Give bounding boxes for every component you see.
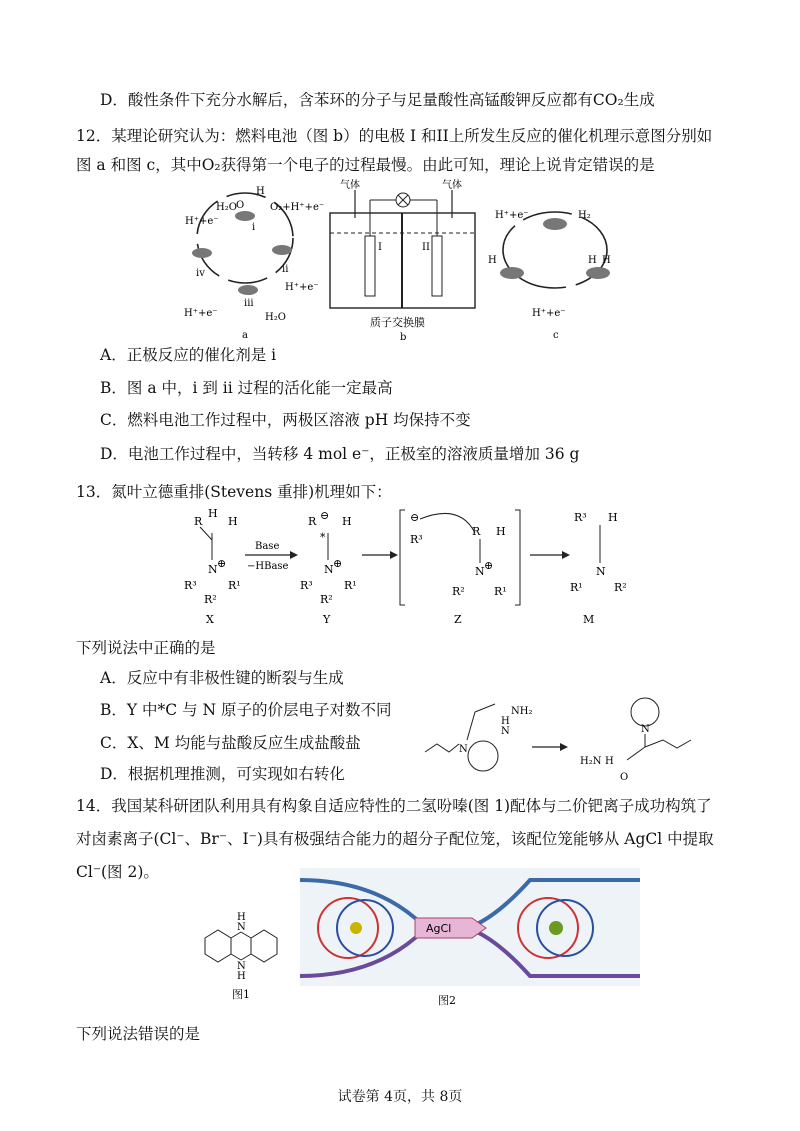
a-step-iv: iv [196, 268, 205, 279]
m-r3: R³ [574, 511, 587, 524]
electrode-1: I [378, 242, 382, 253]
x-h1: H [208, 507, 218, 520]
fig1-n-top: N [237, 922, 246, 933]
q12-option-b: B．图 a 中，i 到 ii 过程的活化能一定最高 [100, 379, 393, 397]
c-h-right2: H [602, 255, 611, 266]
c-h2: H₂ [578, 210, 591, 221]
cat-ii [272, 245, 292, 255]
y-r: R [308, 515, 317, 528]
label-b: b [400, 332, 407, 343]
fig-a-cycle [184, 186, 324, 341]
z-minus: ⊖ [410, 511, 420, 524]
q11-option-d: D．酸性条件下充分水解后，含苯环的分子与足量酸性高锰酸钾反应都有CO₂生成 [100, 91, 655, 109]
q12-option-a: A．正极反应的催化剂是 i [100, 346, 277, 364]
fig1-h-top: H [237, 912, 246, 923]
z-r1: R¹ [494, 585, 507, 598]
arrow-hbase: −HBase [247, 561, 289, 572]
a-step-i: i [252, 222, 256, 233]
c-h-left: H [488, 255, 497, 266]
mol-Y [300, 509, 357, 626]
t-n-left: N [459, 744, 468, 755]
q13-option-d: D．根据机理推测，可实现如右转化 [100, 765, 345, 783]
y-star: * [320, 531, 326, 544]
t-h-right: H [605, 756, 614, 767]
label-m: M [583, 613, 595, 626]
fig2-agcl: AgCl [426, 922, 452, 935]
a-he-right: H⁺+e⁻ [285, 282, 319, 293]
page-footer: 试卷第 4页，共 8页 [337, 1089, 463, 1105]
q14-stem-line1: 14．我国某科研团队利用具有构象自适应特性的二氢吩嗪(图 1)配体与二价钯离子成功构筑了 [76, 797, 712, 815]
q14-stem-line2: 对卤素离子(Cl⁻、Br⁻、I⁻)具有极强结合能力的超分子配位笼，该配位笼能够从 AgCl 中提取 [76, 830, 714, 848]
z-r2: R² [452, 585, 465, 598]
q12-stem-line1: 12．某理论研究认为：燃料电池（图 b）的电极 I 和II上所发生反应的催化机理示意图分别如 [76, 127, 713, 145]
x-r: R [194, 515, 203, 528]
t-h-left: H [501, 716, 510, 727]
a-o2: O₂+H⁺+e⁻ [270, 202, 325, 213]
y-plus: ⊕ [333, 557, 343, 570]
cat-i [235, 211, 255, 221]
q14-figure [190, 868, 640, 1008]
label-x: X [206, 613, 214, 626]
q13-option-c: C．X、M 均能与盐酸反应生成盐酸盐 [100, 734, 361, 752]
q13-option-b: B．Y 中*C 与 N 原子的价层电子对数不同 [100, 701, 392, 719]
label-z: Z [454, 613, 462, 626]
mol-M [570, 511, 627, 626]
c-cat-top [543, 218, 567, 230]
fig2-cage-extraction [300, 868, 640, 1007]
q12-option-d: D．电池工作过程中，当转移 4 mol e⁻，正极室的溶液质量增加 36 g [100, 445, 580, 463]
t-h2n: H₂N [580, 756, 602, 767]
m-h: H [608, 511, 618, 524]
t-nh2: NH₂ [511, 706, 533, 717]
q12-stem-line2: 图 a 和图 c，其中O₂获得第一个电子的过程最慢。由此可知，理论上说肯定错误的是 [76, 156, 655, 174]
x-h2: H [228, 515, 238, 528]
b-membrane-label: 质子交换膜 [370, 316, 425, 329]
z-r3: R³ [410, 533, 423, 546]
a-h2o-top: H₂O [216, 202, 237, 213]
q13-option-a: A．反应中有非极性键的断裂与生成 [100, 669, 344, 687]
a-step-iii: iii [244, 298, 254, 309]
a-h2o-bot: H₂O [265, 312, 286, 323]
t-n-left2: N [501, 726, 510, 737]
q13-stem: 13．氮叶立德重排(Stevens 重排)机理如下： [76, 483, 392, 501]
q12-figure [170, 178, 630, 344]
b-gas-left: 气体 [340, 180, 360, 191]
x-r3: R³ [184, 579, 197, 592]
q12-option-c: C．燃料电池工作过程中，两极区溶液 pH 均保持不变 [100, 411, 471, 429]
z-h: H [496, 525, 506, 538]
y-r2: R² [320, 593, 333, 606]
y-h: H [342, 515, 352, 528]
m-r1: R¹ [570, 581, 583, 594]
fig1-label: 图1 [232, 988, 250, 1001]
arrow-base: Base [255, 541, 280, 552]
fig1-dihydrophenazine [205, 912, 277, 1001]
y-n: N [324, 563, 334, 576]
fig2-label: 图2 [438, 994, 456, 1007]
fig1-h-bot: H [237, 971, 246, 982]
c-h-right1: H [588, 255, 597, 266]
a-h-top: H [256, 186, 265, 197]
q14-stem-line3: Cl⁻(图 2)。 [76, 863, 159, 881]
mol-Z [400, 510, 520, 626]
electrode-2: II [422, 242, 430, 253]
a-step-ii: ii [282, 264, 289, 275]
cat-iii [238, 285, 258, 295]
m-n: N [596, 565, 606, 578]
q14-question: 下列说法错误的是 [76, 1025, 201, 1043]
a-oh-top: O [236, 200, 245, 211]
z-plus: ⊕ [484, 559, 494, 572]
y-r3: R³ [300, 579, 313, 592]
q13-mechanism [170, 505, 650, 630]
a-he-left: H⁺+e⁻ [185, 216, 219, 227]
t-o: O [620, 772, 629, 783]
m-r2: R² [614, 581, 627, 594]
x-r2: R² [204, 593, 217, 606]
c-he-bot: H⁺+e⁻ [532, 308, 566, 319]
t-n-right: N [641, 724, 650, 735]
x-plus: ⊕ [217, 557, 227, 570]
label-c: c [553, 330, 559, 341]
c-he-top: H⁺+e⁻ [495, 210, 529, 221]
q13-question: 下列说法中正确的是 [76, 639, 216, 657]
label-y: Y [323, 613, 331, 626]
y-minus: ⊖ [320, 509, 330, 522]
c-cat-right [586, 267, 610, 279]
mol-X [184, 507, 241, 626]
a-he-bot: H⁺+e⁻ [184, 308, 218, 319]
x-n: N [208, 563, 218, 576]
z-r: R [472, 525, 481, 538]
z-n: N [475, 565, 485, 578]
fig1-n-bot: N [237, 961, 246, 972]
fig-b-cell [330, 178, 475, 343]
y-r1: R¹ [344, 579, 357, 592]
x-r1: R¹ [228, 579, 241, 592]
cat-iv [192, 248, 212, 258]
c-cat-left [500, 267, 524, 279]
fig-c-cycle [488, 210, 611, 341]
b-gas-right: 气体 [442, 180, 462, 191]
label-a: a [242, 330, 248, 341]
q13-transformation [415, 692, 745, 787]
